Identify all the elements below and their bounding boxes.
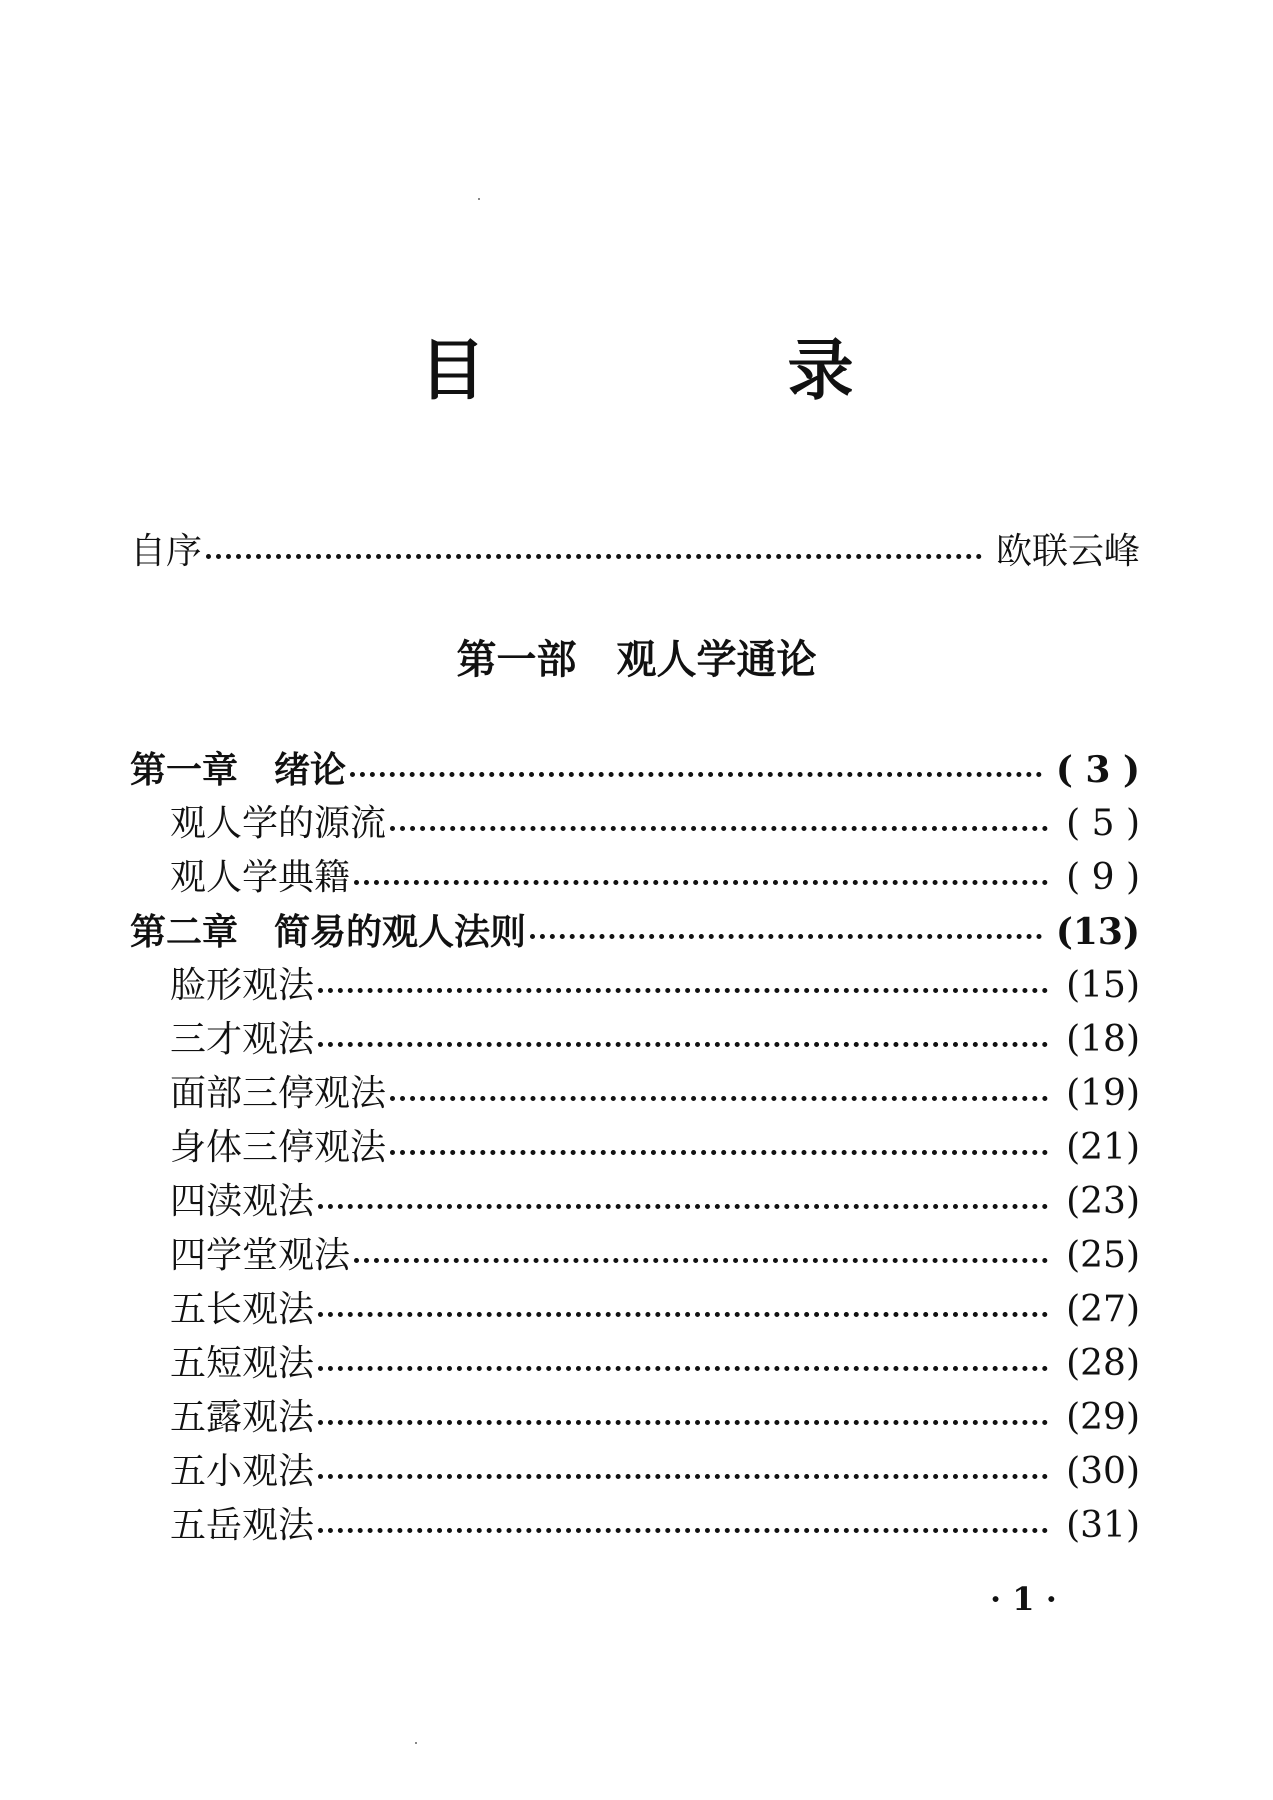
toc-entry-page: (25) xyxy=(1066,1235,1140,1276)
toc-entry-label: 五小观法 xyxy=(170,1451,315,1492)
dot-leader xyxy=(318,1042,1048,1047)
toc-entry-label: 身体三停观法 xyxy=(170,1127,387,1168)
toc-entry-section[interactable] xyxy=(170,960,1140,1012)
dot-leader xyxy=(318,1528,1048,1533)
toc-entry-page: (18) xyxy=(1066,1019,1140,1060)
toc-entry-author: 欧联云峰 xyxy=(995,531,1140,572)
part-heading: 第一部 观人学通论 xyxy=(456,636,817,683)
dot-leader xyxy=(354,880,1048,885)
toc-entry-label: 第二章 简易的观人法则 xyxy=(130,911,527,953)
toc-entry-section[interactable] xyxy=(170,1500,1140,1552)
scan-speck xyxy=(415,1742,417,1744)
toc-entry-page: (13) xyxy=(1055,911,1140,953)
toc-entry-section[interactable] xyxy=(170,1014,1140,1066)
page-title: 目 录 xyxy=(419,331,972,409)
toc-entry-page: ( 9 ) xyxy=(1066,857,1140,898)
toc-entry-label: 脸形观法 xyxy=(170,965,315,1006)
toc-entry-label: 自序 xyxy=(130,531,203,572)
toc-entry-label: 五短观法 xyxy=(170,1343,315,1384)
dot-leader xyxy=(206,554,982,559)
toc-entry-page: (30) xyxy=(1066,1451,1140,1492)
toc-entry-section[interactable] xyxy=(170,1122,1140,1174)
scan-speck xyxy=(478,198,480,200)
toc-entry-section[interactable] xyxy=(170,852,1140,904)
toc-entry-page: (27) xyxy=(1066,1289,1140,1330)
dot-leader xyxy=(318,1474,1048,1479)
toc-entry-page: ( 3 ) xyxy=(1055,749,1140,791)
toc-entry-section[interactable] xyxy=(170,1392,1140,1444)
dot-leader xyxy=(390,1096,1048,1101)
toc-entry-label: 四渎观法 xyxy=(170,1181,315,1222)
dot-leader xyxy=(318,1366,1048,1371)
toc-entry-label: 三才观法 xyxy=(170,1019,315,1060)
toc-entry-label: 五露观法 xyxy=(170,1397,315,1438)
toc-entry-chapter[interactable] xyxy=(130,744,1140,796)
toc-entry-section[interactable] xyxy=(170,1338,1140,1390)
dot-leader xyxy=(318,1312,1048,1317)
page-number: · 1 · xyxy=(990,1580,1057,1618)
toc-entry-page: (23) xyxy=(1066,1181,1140,1222)
toc-entry-label: 观人学典籍 xyxy=(170,857,351,898)
dot-leader xyxy=(390,826,1048,831)
toc-entry-page: (29) xyxy=(1066,1397,1140,1438)
toc-entry-section[interactable] xyxy=(170,798,1140,850)
dot-leader xyxy=(530,934,1042,939)
toc-entry-page: ( 5 ) xyxy=(1066,803,1140,844)
toc-entry-label: 五岳观法 xyxy=(170,1505,315,1546)
toc-entry-section[interactable] xyxy=(170,1230,1140,1282)
toc-entry-section[interactable] xyxy=(170,1068,1140,1120)
dot-leader xyxy=(350,772,1042,777)
toc-entry-label: 观人学的源流 xyxy=(170,803,387,844)
dot-leader xyxy=(354,1258,1048,1263)
toc-entry-label: 面部三停观法 xyxy=(170,1073,387,1114)
toc-entry-label: 第一章 绪论 xyxy=(130,749,347,791)
toc-entry-page: (28) xyxy=(1066,1343,1140,1384)
toc-entry-section[interactable] xyxy=(170,1284,1140,1336)
toc-entry-label: 四学堂观法 xyxy=(170,1235,351,1276)
dot-leader xyxy=(318,988,1048,993)
toc-entry-section[interactable] xyxy=(170,1446,1140,1498)
dot-leader xyxy=(318,1204,1048,1209)
toc-entry-label: 五长观法 xyxy=(170,1289,315,1330)
toc-entry-page: (19) xyxy=(1066,1073,1140,1114)
toc-entry-page: (15) xyxy=(1066,965,1140,1006)
toc-entry-page: (21) xyxy=(1066,1127,1140,1168)
toc-entry-chapter[interactable] xyxy=(130,906,1140,958)
dot-leader xyxy=(318,1420,1048,1425)
toc-entry-preface[interactable] xyxy=(130,526,1140,578)
dot-leader xyxy=(390,1150,1048,1155)
toc-entry-page: (31) xyxy=(1066,1505,1140,1546)
toc-entry-section[interactable] xyxy=(170,1176,1140,1228)
